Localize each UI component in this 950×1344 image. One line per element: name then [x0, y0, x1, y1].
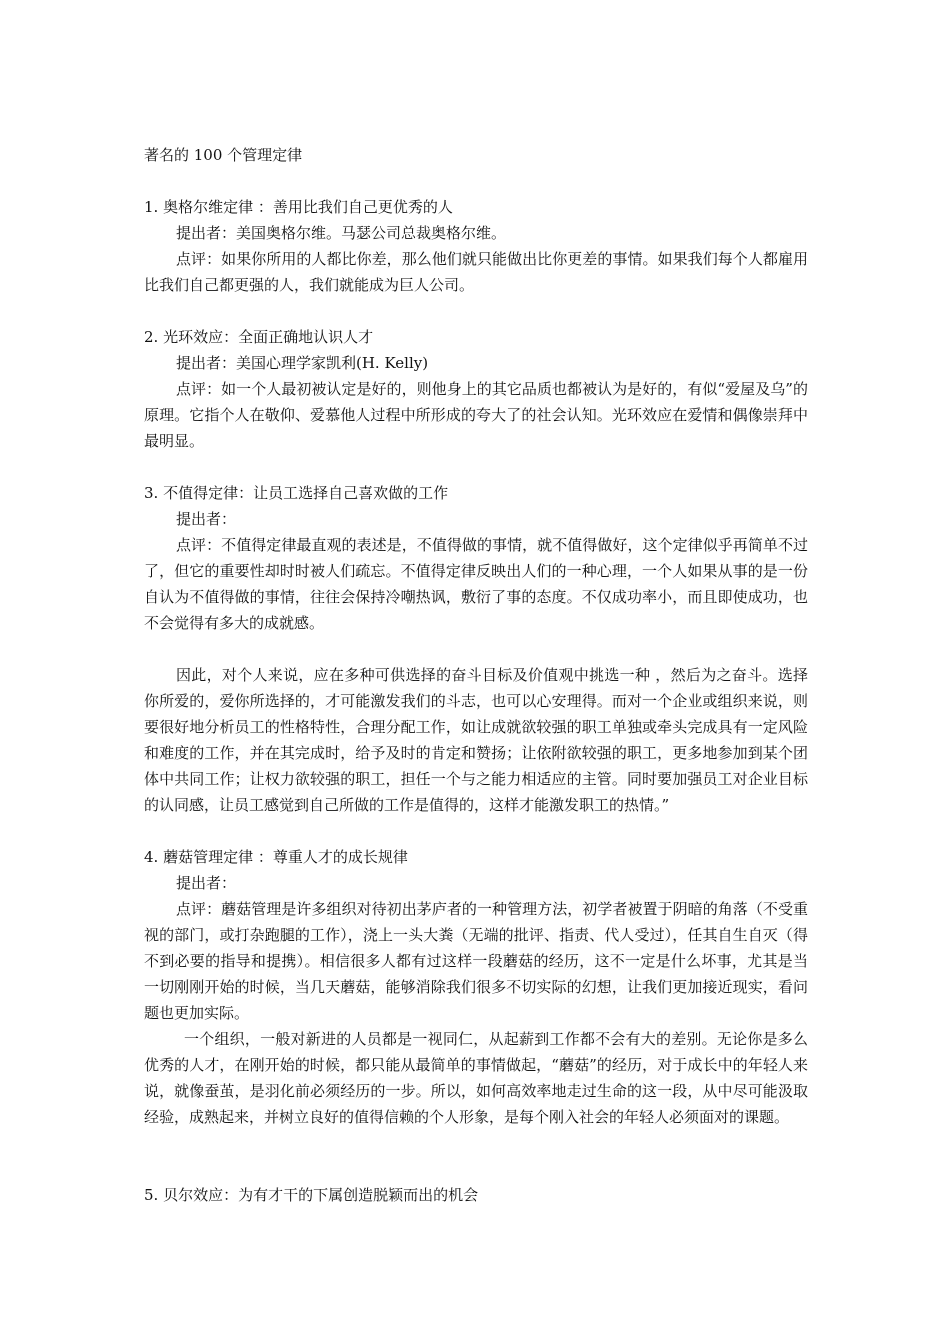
document-body — [144, 142, 808, 1234]
law-heading: 2. 光环效应：全面正确地认识人才 — [144, 328, 374, 346]
law-section-5 — [144, 1182, 808, 1208]
law-section-1 — [144, 194, 808, 298]
law-heading: 4. 蘑菇管理定律 ：尊重人才的成长规律 — [144, 848, 408, 866]
law-section-2 — [144, 324, 808, 454]
law-comment: 点评：如一个人最初被认定是好的，则他身上的其它品质也都被认为是好的，有似“爱屋及乌”的原理。它指个人在敬仰、爱慕他人过程中所形成的夸大了的社会认知。光环效应在爱情和偶像崇拜中最明显。 — [144, 380, 808, 450]
law-comment: 点评：不值得定律最直观的表述是，不值得做的事情，就不值得做好，这个定律似乎再简单不过了，但它的重要性却时时被人们疏忘。不值得定律反映出人们的一种心理，一个人如果从事的是一份自认为不值得做的事情，往往会保持冷嘲热讽，敷衍了事的态度。不仅成功率小，而且即使成功，也不会觉得有多大的成就感。 — [144, 536, 808, 632]
law-extra-paragraph: 一个组织，一般对新进的人员都是一视同仁，从起薪到工作都不会有大的差别。无论你是多么优秀的人才，在刚开始的时候，都只能从最简单的事情做起，“蘑菇”的经历，对于成长中的年轻人来说，就像蚕茧，是羽化前必须经历的一步。所以，如何高效率地走过生命的这一段，从中尽可能汲取经验，成熟起来，并树立良好的值得信赖的个人形象，是每个刚入社会的年轻人必须面对的课题。 — [144, 1030, 808, 1126]
law-extra-paragraph: 因此，对个人来说，应在多种可供选择的奋斗目标及价值观中挑选一种 ，然后为之奋斗。选择你所爱的，爱你所选择的，才可能激发我们的斗志，也可以心安理得。而对一个企业或组织来说，则要很好地分析员工的性格特性，合理分配工作，如让成就欲较强的职工单独或牵头完成具有一定风险和难度的工作，并在其完成时，给予及时的肯定和赞扬；让依附欲较强的职工，更多地参加到某个团体中共同工作；让权力欲较强的职工，担任一个与之能力相适应的主管。同时要加强员工对企业目标的认同感，让员工感觉到自己所做的工作是值得的，这样才能激发职工的热情。” — [144, 666, 808, 814]
law-heading: 3. 不值得定律：让员工选择自己喜欢做的工作 — [144, 484, 449, 502]
law-proposer: 提出者： — [176, 874, 237, 892]
paragraph-spacer — [144, 1156, 808, 1182]
law-section-3 — [144, 480, 808, 818]
paragraph-spacer — [144, 636, 808, 662]
law-heading: 5. 贝尔效应：为有才干的下属创造脱颖而出的机会 — [144, 1186, 479, 1204]
law-comment: 点评：如果你所用的人都比你差，那么他们就只能做出比你更差的事情。如果我们每个人都雇用比我们自己都更强的人，我们就能成为巨人公司。 — [144, 250, 808, 294]
law-proposer: 提出者：美国奥格尔维。马瑟公司总裁奥格尔维。 — [176, 224, 507, 242]
law-heading: 1. 奥格尔维定律 ：善用比我们自己更优秀的人 — [144, 198, 453, 216]
law-proposer: 提出者：美国心理学家凯利(H. Kelly) — [176, 354, 429, 372]
law-comment: 点评：蘑菇管理是许多组织对待初出茅庐者的一种管理方法，初学者被置于阴暗的角落（不受重视的部门，或打杂跑腿的工作），浇上一头大粪（无端的批评、指责、代人受过），任其自生自灭（得不到必要的指导和提携）。相信很多人都有过这样一段蘑菇的经历，这不一定是什么坏事，尤其是当一切刚刚开始的时候，当几天蘑菇，能够消除我们很多不切实际的幻想，让我们更加接近现实，看问题也更加实际。 — [144, 900, 808, 1022]
law-proposer: 提出者： — [176, 510, 237, 528]
document-title: 著名的 100 个管理定律 — [144, 146, 303, 164]
law-section-4 — [144, 844, 808, 1130]
